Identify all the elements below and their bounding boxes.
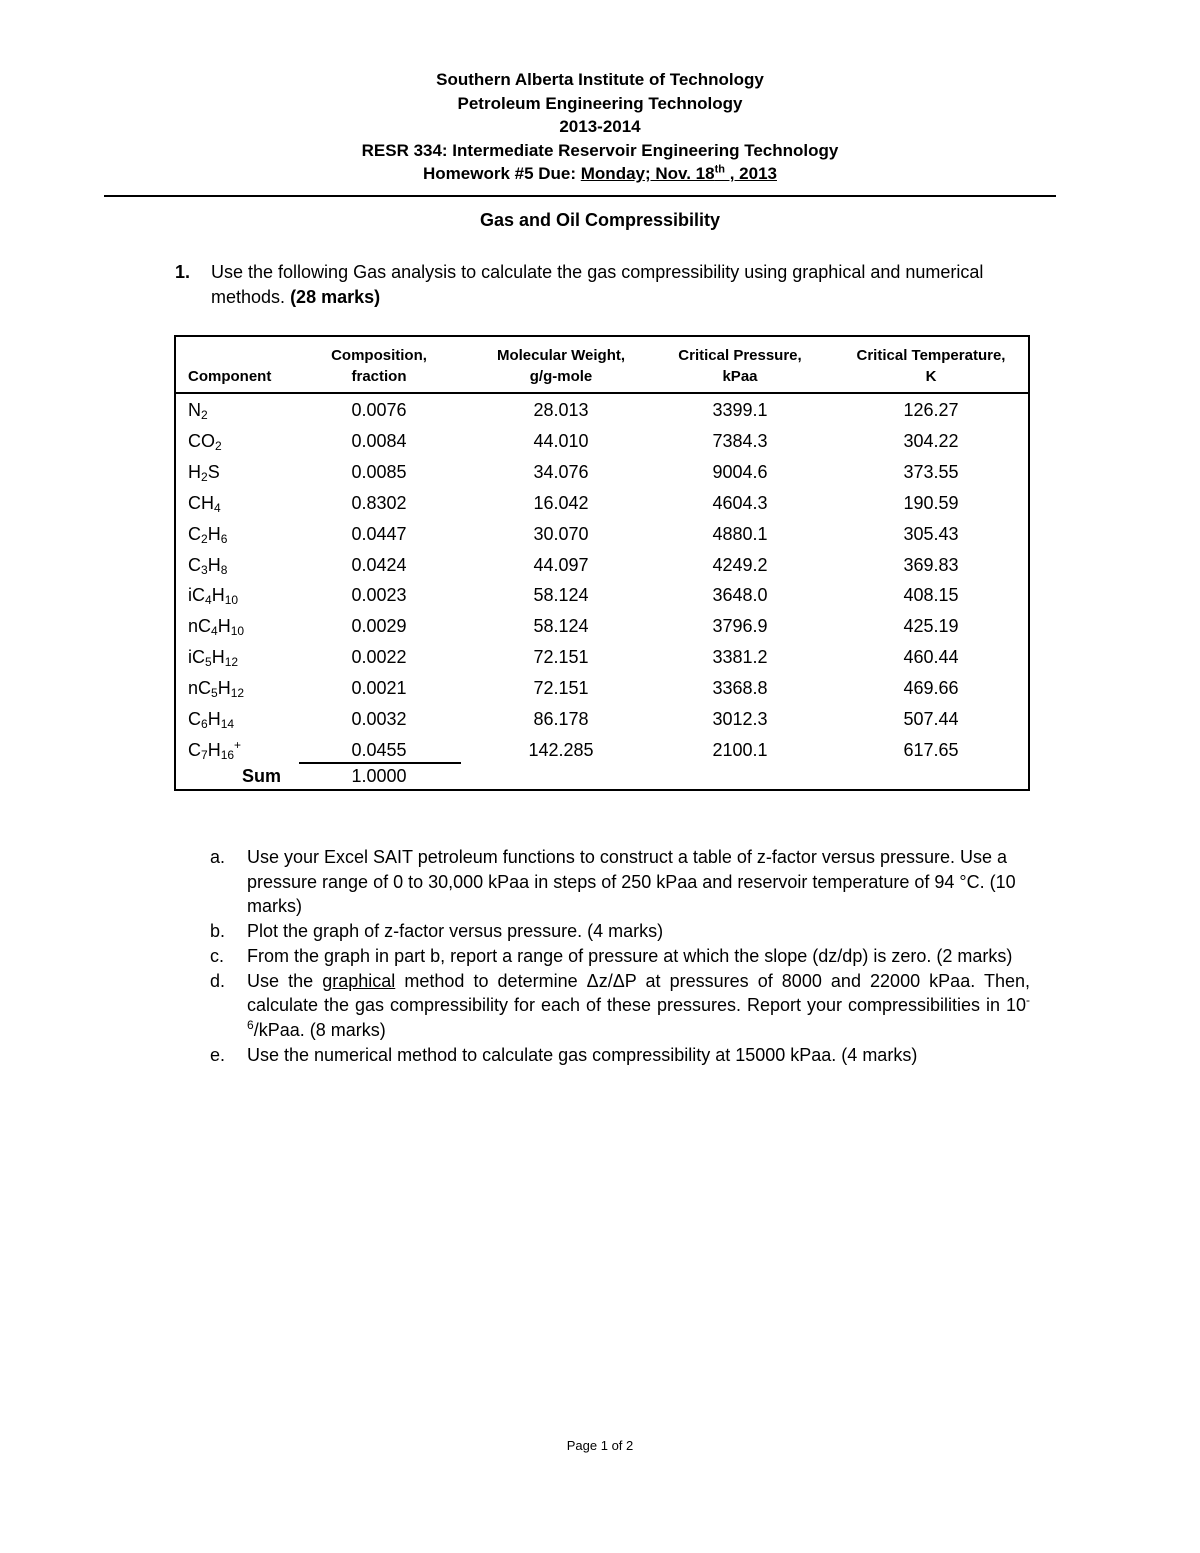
cell-critical-pressure: 9004.6 [712,461,768,482]
cell-fraction: 0.0455 [351,739,407,760]
cell-component: $C_7H_{16}^+$ [188,737,242,762]
sum-row [176,766,1028,796]
table-row [176,431,1028,461]
cell-molecular-weight: 30.070 [533,523,589,544]
subquestion-text: Plot the graph of z-factor versus pressure. (4 marks) [247,921,664,942]
cell-critical-pressure: 3648.0 [712,585,768,606]
header-critical-temperature: Critical Temperature, K [856,347,1006,385]
cell-molecular-weight: 44.097 [533,554,589,575]
question-marks: (28 marks) [290,287,381,307]
academic-year: 2013-2014 [559,117,641,136]
due-date: Monday; Nov. 18th , 2013 [580,163,777,183]
cell-critical-temperature: 304.22 [903,430,959,451]
cell-molecular-weight: 58.124 [533,616,589,637]
cell-component: $CH_4$ [188,492,221,515]
cell-critical-pressure: 4249.2 [712,554,768,575]
cell-molecular-weight: 72.151 [533,647,589,668]
cell-critical-pressure: 3012.3 [712,709,768,729]
question-text: Use the following Gas analysis to calculate the gas compressibility using graphical and numerical methods. (28 marks) [211,262,984,307]
table-row [176,462,1028,492]
cell-critical-temperature: 460.44 [903,647,959,668]
cell-component: $CO_2$ [188,430,222,453]
homework-due-line [0,162,1200,186]
cell-molecular-weight: 58.124 [533,585,589,606]
subquestion-letter: c. [210,945,225,966]
cell-component: $nC_4H_{10}$ [188,616,245,639]
homework-label: Homework #5 Due: [423,164,581,183]
cell-fraction: 0.0424 [351,554,407,575]
table-row [176,647,1028,677]
cell-component: $H_2S$ [188,461,220,484]
question-1 [175,260,1027,310]
sum-label: Sum [242,766,282,786]
cell-critical-pressure: 7384.3 [712,430,768,451]
cell-fraction: 0.8302 [351,492,407,513]
subquestion-text: Use your Excel SAIT petroleum functions to construct a table of z-factor versus pressure. Use a pressure range of 0 to 30,000 kPaa in steps of 250 kPaa and reservoir temperature of 94 °C. (10 marks) [247,847,1016,917]
cell-critical-temperature: 507.44 [903,709,959,729]
header-molecular-weight: Molecular Weight, g/g-mole [496,347,626,385]
cell-critical-temperature: 305.43 [903,523,959,544]
cell-critical-temperature: 373.55 [903,461,959,482]
cell-fraction: 0.0076 [351,400,407,420]
header-composition: Composition, fraction [331,347,427,385]
cell-fraction: 0.0023 [351,585,407,606]
table-row [176,616,1028,646]
sum-top-rule [299,762,461,764]
table-row [176,524,1028,554]
cell-molecular-weight: 44.010 [533,430,589,451]
table-row [176,400,1028,430]
cell-critical-temperature: 190.59 [903,492,959,513]
subquestion-c [210,944,1030,969]
header-critical-pressure: Critical Pressure, kPaa [678,347,802,385]
cell-molecular-weight: 142.285 [528,739,594,760]
cell-critical-pressure: 3796.9 [712,616,768,637]
subquestion-e [210,1043,1030,1068]
cell-fraction: 0.0084 [351,430,407,451]
table-header-divider [176,392,1028,394]
cell-critical-temperature: 408.15 [903,585,959,606]
header-component: Component [188,368,272,385]
cell-critical-temperature: 369.83 [903,554,959,575]
cell-critical-pressure: 3368.8 [712,678,768,699]
subquestion-text: Use the numerical method to calculate gas compressibility at 15000 kPaa. (4 marks) [247,1044,918,1065]
cell-critical-pressure: 3399.1 [712,400,768,420]
subquestion-text: From the graph in part b, report a range of pressure at which the slope (dz/dp) is zero. (2 marks) [247,945,1013,966]
program-name: Petroleum Engineering Technology [457,93,743,113]
table-header [176,345,1028,391]
sum-value: 1.0000 [351,766,407,786]
table-row [176,585,1028,615]
document-header [0,68,1200,186]
course-title: RESR 334: Intermediate Reservoir Engineering Technology [361,140,839,160]
section-title: Gas and Oil Compressibility [479,210,721,230]
subquestion-text: Use the graphical method to determine Δz/ΔP at pressures of 8000 and 22000 kPaa. Then, calculate the gas compressibility for each of these pressures. Report your compressibilities in $10^{-6}$/kPaa. (8 marks) [247,970,1030,1040]
subquestion-letter: b. [210,921,226,942]
underlined-word: graphical [322,970,396,991]
institution-name: Southern Alberta Institute of Technology [436,70,764,89]
cell-critical-pressure: 2100.1 [712,739,768,760]
cell-component: $nC_5H_{12}$ [188,678,245,701]
cell-fraction: 0.0022 [351,647,407,668]
cell-molecular-weight: 16.042 [533,492,589,513]
subquestion-d [210,969,1030,1043]
cell-component: $C_3H_8$ [188,554,228,577]
cell-fraction: 0.0085 [351,461,407,482]
cell-component: $N_2$ [188,400,208,422]
cell-fraction: 0.0447 [351,523,407,544]
cell-critical-temperature: 425.19 [903,616,959,637]
subquestion-a [210,845,1030,919]
cell-molecular-weight: 28.013 [533,400,589,420]
cell-component: $C_6H_{14}$ [188,709,235,731]
table-row [176,555,1028,585]
cell-fraction: 0.0032 [351,709,407,729]
cell-component: $iC_4H_{10}$ [188,585,239,608]
table-row [176,493,1028,523]
cell-critical-temperature: 126.27 [903,400,959,420]
subquestion-letter: e. [210,1044,226,1065]
cell-molecular-weight: 86.178 [533,709,589,729]
cell-component: $C_2H_6$ [188,523,228,546]
gas-analysis-table [174,335,1030,791]
cell-critical-pressure: 4604.3 [712,492,768,513]
table-row [176,678,1028,708]
cell-critical-pressure: 3381.2 [712,647,768,668]
cell-component: $iC_5H_{12}$ [188,647,239,670]
cell-molecular-weight: 34.076 [533,461,589,482]
cell-critical-temperature: 469.66 [903,678,959,699]
subquestions [210,845,1030,1067]
cell-critical-pressure: 4880.1 [712,523,768,544]
cell-critical-temperature: 617.65 [903,739,959,760]
question-number: 1. [175,262,191,282]
cell-fraction: 0.0021 [351,678,407,699]
subquestion-letter: a. [210,847,226,867]
header-divider [104,195,1056,197]
subquestion-letter: d. [210,970,226,991]
subquestion-b [210,919,1030,944]
table-row [176,709,1028,739]
page-footer: Page 1 of 2 [566,1438,634,1453]
cell-molecular-weight: 72.151 [533,678,589,699]
cell-fraction: 0.0029 [351,616,407,637]
